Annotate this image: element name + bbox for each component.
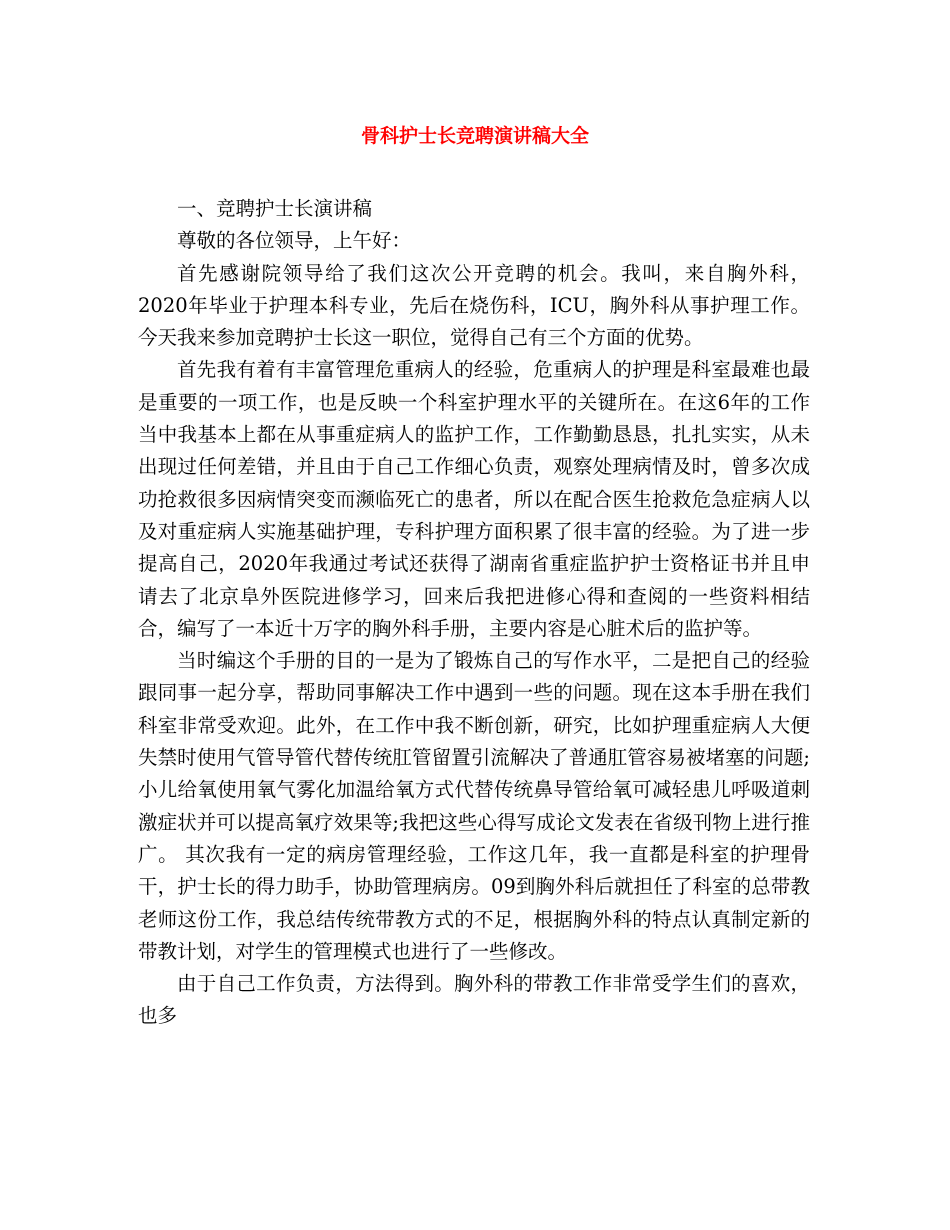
paragraph-experience: 首先我有着有丰富管理危重病人的经验，危重病人的护理是科室最难也最是重要的一项工作，也是反映一个科室护理水平的关键所在。在这6年的工作当中我基本上都在从事重症病人的监护工作，工作勤勤恳恳，扎扎实实，从未出现过任何差错，并且由于自己工作细心负责，观察处理病情及时，曾多次成功抢救很多因病情突变而濒临死亡的患者，所以在配合医生抢救危急症病人以及对重症病人实施基础护理，专科护理方面积累了很丰富的经验。为了进一步提高自己，2020年我通过考试还获得了湖南省重症监护护士资格证书并且申请去了北京阜外医院进修学习，回来后我把进修心得和查阅的一些资料相结合，编写了一本近十万字的胸外科手册，主要内容是心脏术后的监护等。 [138, 358, 810, 640]
document-body [138, 193, 810, 1033]
paragraph-handbook: 当时编这个手册的目的一是为了锻炼自己的写作水平，二是把自己的经验跟同事一起分享，帮助同事解决工作中遇到一些的问题。现在这本手册在我们科室非常受欢迎。此外，在工作中我不断创新，研究，比如护理重症病人大便失禁时使用气管导管代替传统肛管留置引流解决了普通肛管容易被堵塞的问题;小儿给氧使用氧气雾化加温给氧方式代替传统鼻导管给氧可减轻患儿呼吸道刺激症状并可以提高氧疗效果等;我把这些心得写成论文发表在省级刊物上进行推广。 其次我有一定的病房管理经验，工作这几年，我一直都是科室的护理骨干，护士长的得力助手，协助管理病房。09到胸外科后就担任了科室的总带教老师这份工作，我总结传统带教方式的不足，根据胸外科的特点认真制定新的带教计划，对学生的管理模式也进行了一些修改。 [138, 649, 810, 963]
salutation: 尊敬的各位领导，上午好： [177, 229, 412, 253]
document-title: 骨科护士长竞聘演讲稿大全 [360, 125, 589, 147]
section-heading: 一、竞聘护士长演讲稿 [177, 197, 373, 220]
paragraph-intro: 首先感谢院领导给了我们这次公开竞聘的机会。我叫，来自胸外科，2020年毕业于护理本科专业，先后在烧伤科，ICU，胸外科从事护理工作。今天我来参加竞聘护士长这一职位，觉得自己有三个方面的优势。 [138, 261, 810, 350]
paragraph-teaching: 由于自己工作负责，方法得到。胸外科的带教工作非常受学生们的喜欢，也多 [138, 972, 810, 1028]
